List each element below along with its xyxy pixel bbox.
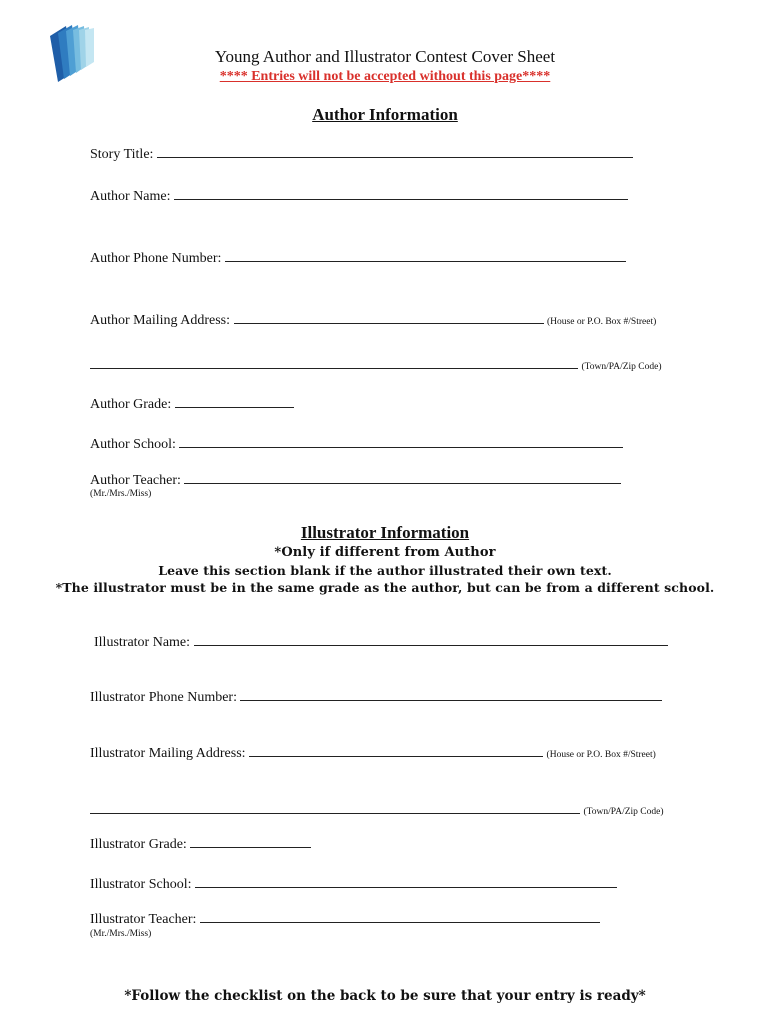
- author-phone-label: Author Phone Number:: [90, 251, 222, 266]
- illustrator-teacher-line[interactable]: [200, 908, 600, 923]
- author-name-field[interactable]: [90, 185, 628, 205]
- author-school-field[interactable]: [90, 433, 623, 453]
- author-grade-label: Author Grade:: [90, 397, 172, 412]
- illustrator-school-line[interactable]: [195, 873, 617, 888]
- illustrator-town-hint: (Town/PA/Zip Code): [583, 807, 664, 817]
- illustrator-mailing-field[interactable]: [90, 742, 656, 762]
- author-town-hint: (Town/PA/Zip Code): [581, 362, 662, 372]
- illustrator-grade-label: Illustrator Grade:: [90, 837, 187, 852]
- author-address-hint: (House or P.O. Box #/Street): [547, 317, 657, 327]
- illustrator-note-3: *The illustrator must be in the same grade as the author, but can be from a different school.: [55, 580, 715, 595]
- author-section-heading: Author Information: [312, 105, 458, 124]
- story-title-label: Story Title:: [90, 147, 154, 162]
- illustrator-grade-field[interactable]: [90, 833, 311, 853]
- author-school-label: Author School:: [90, 437, 176, 452]
- warning-notice: **** Entries will not be accepted without this page****: [219, 69, 551, 84]
- author-town-line[interactable]: [90, 354, 578, 369]
- author-teacher-hint: (Mr./Mrs./Miss): [90, 489, 152, 499]
- author-town-field[interactable]: [90, 354, 662, 374]
- document-title: Young Author and Illustrator Contest Cover Sheet: [214, 47, 556, 66]
- author-phone-field[interactable]: [90, 247, 626, 267]
- illustrator-teacher-field[interactable]: [90, 908, 600, 928]
- illustrator-teacher-hint: (Mr./Mrs./Miss): [90, 929, 152, 939]
- illustrator-town-field[interactable]: [90, 799, 664, 819]
- author-school-line[interactable]: [179, 433, 623, 448]
- author-teacher-line[interactable]: [184, 469, 621, 484]
- illustrator-phone-field[interactable]: [90, 686, 662, 706]
- story-title-line[interactable]: [157, 143, 633, 158]
- author-mailing-label: Author Mailing Address:: [90, 313, 230, 328]
- author-grade-field[interactable]: [90, 393, 294, 413]
- illustrator-phone-line[interactable]: [240, 686, 662, 701]
- illustrator-name-field[interactable]: [94, 631, 668, 651]
- author-mailing-field[interactable]: [90, 309, 656, 329]
- illustrator-mailing-label: Illustrator Mailing Address:: [90, 746, 246, 761]
- illustrator-name-line[interactable]: [194, 631, 668, 646]
- illustrator-town-line[interactable]: [90, 799, 580, 814]
- author-name-label: Author Name:: [90, 189, 171, 204]
- story-title-field[interactable]: [90, 143, 633, 163]
- illustrator-grade-line[interactable]: [190, 833, 311, 848]
- illustrator-phone-label: Illustrator Phone Number:: [90, 690, 237, 705]
- footer-note: *Follow the checklist on the back to be sure that your entry is ready*: [124, 988, 646, 1004]
- author-teacher-field[interactable]: [90, 469, 621, 489]
- illustrator-mailing-line[interactable]: [249, 742, 543, 757]
- author-name-line[interactable]: [174, 185, 628, 200]
- author-phone-line[interactable]: [225, 247, 626, 262]
- illustrator-name-label: Illustrator Name:: [94, 635, 191, 650]
- author-teacher-label: Author Teacher:: [90, 473, 181, 488]
- author-grade-line[interactable]: [175, 393, 294, 408]
- illustrator-school-label: Illustrator School:: [90, 877, 192, 892]
- illustrator-address-hint: (House or P.O. Box #/Street): [546, 750, 656, 760]
- illustrator-school-field[interactable]: [90, 873, 617, 893]
- illustrator-note-2: Leave this section blank if the author illustrated their own text.: [158, 563, 612, 578]
- illustrator-note-1: *Only if different from Author: [274, 545, 496, 560]
- author-mailing-line[interactable]: [234, 309, 544, 324]
- illustrator-section-heading: Illustrator Information: [300, 523, 470, 542]
- illustrator-teacher-label: Illustrator Teacher:: [90, 912, 197, 927]
